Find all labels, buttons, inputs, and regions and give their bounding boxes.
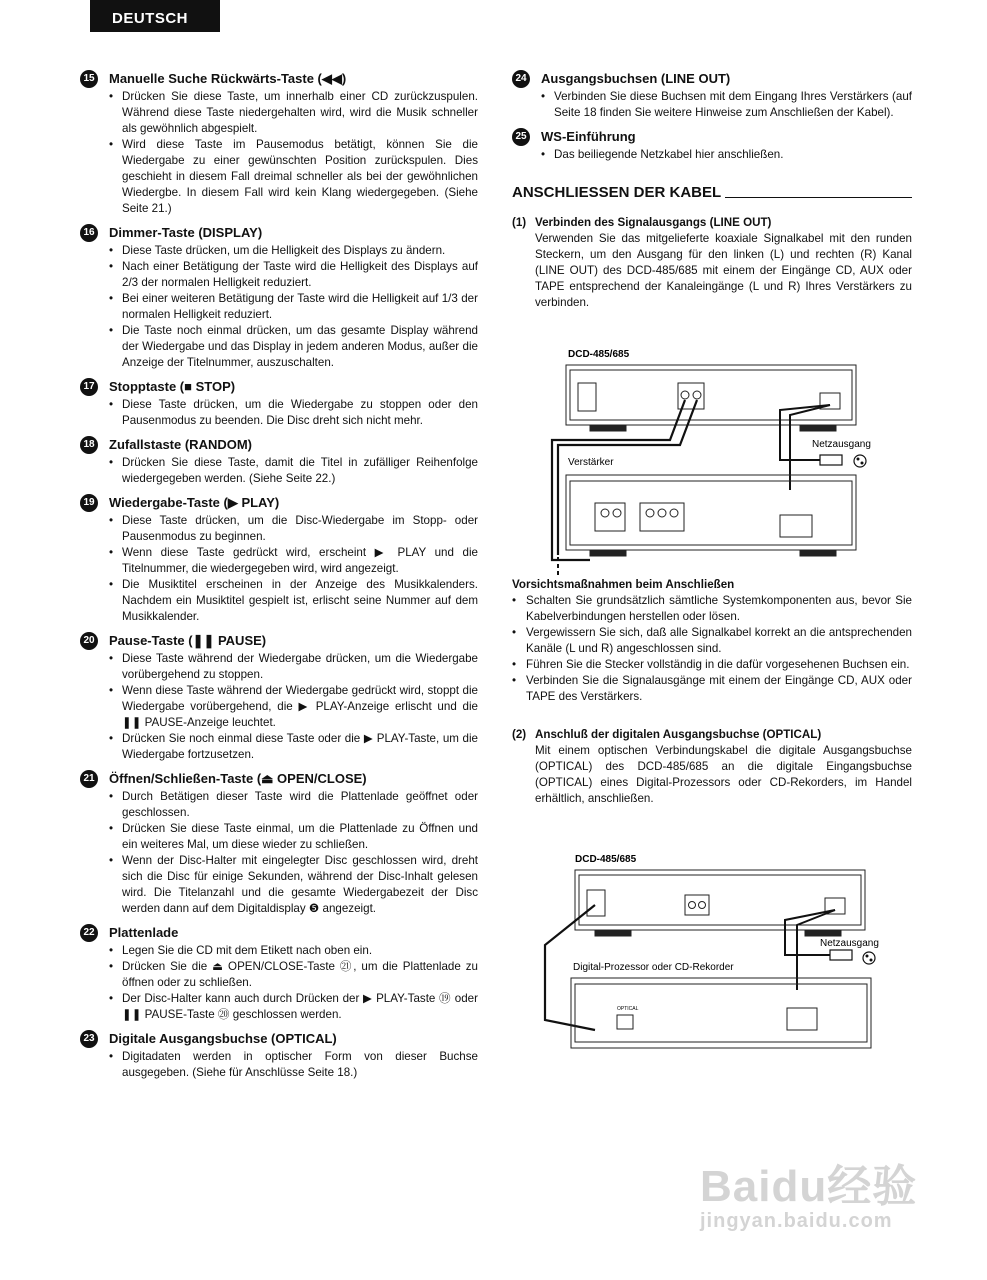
bullet: • Wenn der Disc-Halter mit eingelegter Disc geschlossen wird, dreht sich die Disc für einige Sekunden, während der Disc-Inhalt gelesen wird. Die Titelanzahl und die gesamte Wiedergabezeit der Disc werden dann auf dem Digitaldisplay ❺ angezeigt. [109, 853, 478, 917]
amplifier-label: Verstärker [568, 457, 614, 468]
language-label: DEUTSCH [112, 10, 189, 27]
item-title: Manuelle Suche Rückwärts-Taste (◀◀) [109, 71, 347, 86]
optical-connection-diagram [535, 850, 905, 1060]
bullet: • Der Disc-Halter kann auch durch Drücken der ▶ PLAY-Taste ⑲ oder ❚❚ PAUSE-Taste ⑳ geschlossen werden. [109, 991, 478, 1023]
number-badge: 16 [80, 224, 98, 242]
outlet-label: Netzausgang [820, 938, 879, 949]
item-25 [512, 128, 912, 163]
bullet: • Durch Betätigen dieser Taste wird die Plattenlade geöffnet oder geschlossen. [109, 789, 478, 821]
subsection-1-heading [512, 215, 912, 231]
item-title: Dimmer-Taste (DISPLAY) [109, 225, 263, 240]
bullet: • Wenn diese Taste gedrückt wird, erscheint ▶ PLAY und die Titelnummer, die wiedergegeben wird, wird angezeigt. [109, 545, 478, 577]
line-out-connection-diagram [530, 345, 900, 580]
bullet: • Die Musiktitel erscheinen in der Anzeige des Musikkalenders. Nachdem ein Musiktitel gespielt ist, erlischt seine Nummer auf dem Musikkalender. [109, 577, 478, 625]
item-title: Ausgangsbuchsen (LINE OUT) [541, 71, 731, 86]
caution-item: • Verbinden Sie die Signalausgänge mit einem der Eingänge CD, AUX oder TAPE des Verstärkers. [512, 673, 912, 705]
bullet: • Wird diese Taste im Pausemodus betätigt, können Sie die Wiedergabe zu einer gewünschten Position zurückspulen. Dies geschieht in diesem Fall dreimal schneller als bei der gewöhnlichen Wiedergbe. In diesem Fall wird kein Klang wiedergegeben. (Siehe Seite 21.) [109, 137, 478, 217]
caution-item: • Schalten Sie grundsätzlich sämtliche Systemkomponenten aus, bevor Sie Kabelverbindungen herstellen oder lösen. [512, 593, 912, 625]
cd-player-back-panel [575, 870, 865, 936]
diagram-model-label: DCD-485/685 [568, 349, 630, 360]
bullet: • Drücken Sie die ⏏ OPEN/CLOSE-Taste ㉑, um die Plattenlade zu öffnen oder zu schließen. [109, 959, 478, 991]
bullet: • Diese Taste während der Wiedergabe drücken, um die Wiedergabe vorübergehend zu stoppen. [109, 651, 478, 683]
subsection-number: (2) [512, 728, 527, 741]
number-badge: 21 [80, 770, 98, 788]
number-badge: 17 [80, 378, 98, 396]
subsection-title: Anschluß der digitalen Ausgangsbuchse (OPTICAL) [535, 728, 822, 741]
item-17 [80, 378, 478, 429]
item-title: Wiedergabe-Taste (▶ PLAY) [109, 495, 280, 510]
caution-item: • Führen Sie die Stecker vollständig in die dafür vorgesehenen Buchsen ein. [512, 657, 912, 673]
section-title: ANSCHLIESSEN DER KABEL [512, 184, 722, 201]
number-badge: 25 [512, 128, 530, 146]
watermark [700, 1150, 940, 1240]
bullet: • Verbinden Sie diese Buchsen mit dem Eingang Ihres Verstärkers (auf Seite 18 finden Sie weitere Hinweise zum Anschließen der Kabel). [541, 89, 912, 121]
heading-rule [725, 197, 912, 198]
bullet: • Nach einer Betätigung der Taste wird die Helligkeit des Displays auf 2/3 der normalen Helligkeit reduziert. [109, 259, 478, 291]
bullet: • Digitadaten werden in optischer Form von dieser Buchse ausgegeben. (Siehe für Anschlüsse Seite 18.) [109, 1049, 478, 1081]
item-21 [80, 770, 478, 917]
item-18 [80, 436, 478, 487]
diagram-model-label: DCD-485/685 [575, 854, 637, 865]
subsection-title: Verbinden des Signalausgangs (LINE OUT) [535, 216, 772, 229]
optical-port-label: OPTICAL [617, 1006, 639, 1012]
outlet-label: Netzausgang [812, 439, 871, 450]
device-label: Digital-Prozessor oder CD-Rekorder [573, 962, 734, 973]
item-15 [80, 70, 478, 217]
bullet: • Diese Taste drücken, um die Disc-Wiedergabe im Stopp- oder Pausenmodus zu beginnen. [109, 513, 478, 545]
number-badge: 24 [512, 70, 530, 88]
item-title: WS-Einführung [541, 129, 636, 144]
language-tab [90, 0, 220, 32]
plug-icon [830, 950, 875, 964]
subsection-number: (1) [512, 216, 527, 229]
cd-player-back-panel [566, 365, 856, 431]
amplifier-back-panel [566, 475, 856, 556]
plug-icon [820, 455, 866, 467]
bullet: • Das beiliegende Netzkabel hier anschließen. [541, 147, 912, 163]
digital-processor-back-panel [571, 978, 871, 1048]
item-24 [512, 70, 912, 121]
bullet: • Bei einer weiteren Betätigung der Taste wird die Helligkeit auf 1/3 der normalen Helligkeit reduziert. [109, 291, 478, 323]
number-badge: 18 [80, 436, 98, 454]
item-title: Pause-Taste (❚❚ PAUSE) [109, 633, 267, 648]
bullet: • Legen Sie die CD mit dem Etikett nach oben ein. [109, 943, 478, 959]
number-badge: 23 [80, 1030, 98, 1048]
bullet: • Drücken Sie noch einmal diese Taste oder die ▶ PLAY-Taste, um die Wiedergabe fortzusetzen. [109, 731, 478, 763]
watermark-logo: Baidu经验 [700, 1162, 918, 1211]
number-badge: 22 [80, 924, 98, 942]
number-badge: 20 [80, 632, 98, 650]
item-title: Plattenlade [109, 925, 179, 940]
left-column [80, 70, 478, 1088]
item-title: Zufallstaste (RANDOM) [109, 437, 253, 452]
bullet: • Drücken Sie diese Taste einmal, um die Plattenlade zu Öffnen und ein weiteres Mal, um diese wieder zu schließen. [109, 821, 478, 853]
item-22 [80, 924, 478, 1023]
item-19 [80, 494, 478, 625]
bullet: • Die Taste noch einmal drücken, um das gesamte Display während der Wiedergabe und das Display in jedem anderen Modus, außer die Anzeige der Titelnummer, auszuschalten. [109, 323, 478, 371]
bullet: • Diese Taste drücken, um die Helligkeit des Displays zu ändern. [109, 243, 478, 259]
number-badge: 15 [80, 70, 98, 88]
number-badge: 19 [80, 494, 98, 512]
bullet: • Diese Taste drücken, um die Wiedergabe zu stoppen oder den Pausenmodus zu beenden. Die Disc dreht sich nicht mehr. [109, 397, 478, 429]
subsection-2-heading [512, 727, 912, 743]
item-title: Stopptaste (■ STOP) [109, 379, 236, 394]
signal-cable [552, 400, 697, 560]
section-heading [512, 185, 912, 201]
caution-item: • Vergewissern Sie sich, daß alle Signalkabel korrekt an die antsprechenden Kanäle (L und R) angeschlossen sind. [512, 625, 912, 657]
bullet: • Drücken Sie diese Taste, damit die Titel in zufälliger Reihenfolge wiedergegeben werden. (Siehe Seite 22.) [109, 455, 478, 487]
item-title: Öffnen/Schließen-Taste (⏏ OPEN/CLOSE) [109, 771, 367, 786]
subsection-1-body: Verwenden Sie das mitgelieferte koaxiale Signalkabel mit den runden Steckern, um den Ausgang für den linken (L) und rechten (R) Kanal (LINE OUT) des DCD-485/685 mit einem der Eingänge CD, AUX oder TAPE entsprechend der Kanaleingänge (L und R) Ihres Verstärkers zu verbinden. [535, 232, 912, 309]
bullet: • Wenn diese Taste während der Wiedergabe gedrückt wird, stoppt die Wiedergabe vorübergehend, die ▶ PLAY-Anzeige erlischt und die ❚❚ PAUSE-Anzeige leuchtet. [109, 683, 478, 731]
subsection-2-body: Mit einem optischen Verbindungskabel die digitale Ausgangsbuchse (OPTICAL) des DCD-485/685 an die digitale Eingangsbuchse (OPTICAL) eines Digital-Prozessors oder CD-Rekorders, im Handel erhältlich, anschließen. [535, 744, 912, 805]
item-title: Digitale Ausgangsbuchse (OPTICAL) [109, 1031, 337, 1046]
item-20 [80, 632, 478, 763]
caution-heading: Vorsichtsmaßnahmen beim Anschließen [512, 578, 735, 591]
bullet: • Drücken Sie diese Taste, um innerhalb einer CD zurückzuspulen. Während diese Taste niedergehalten wird, wird die Musik schneller als gewöhnlich abgespielt. [109, 89, 478, 137]
item-16 [80, 224, 478, 371]
item-23 [80, 1030, 478, 1081]
watermark-url: jingyan.baidu.com [700, 1210, 893, 1232]
